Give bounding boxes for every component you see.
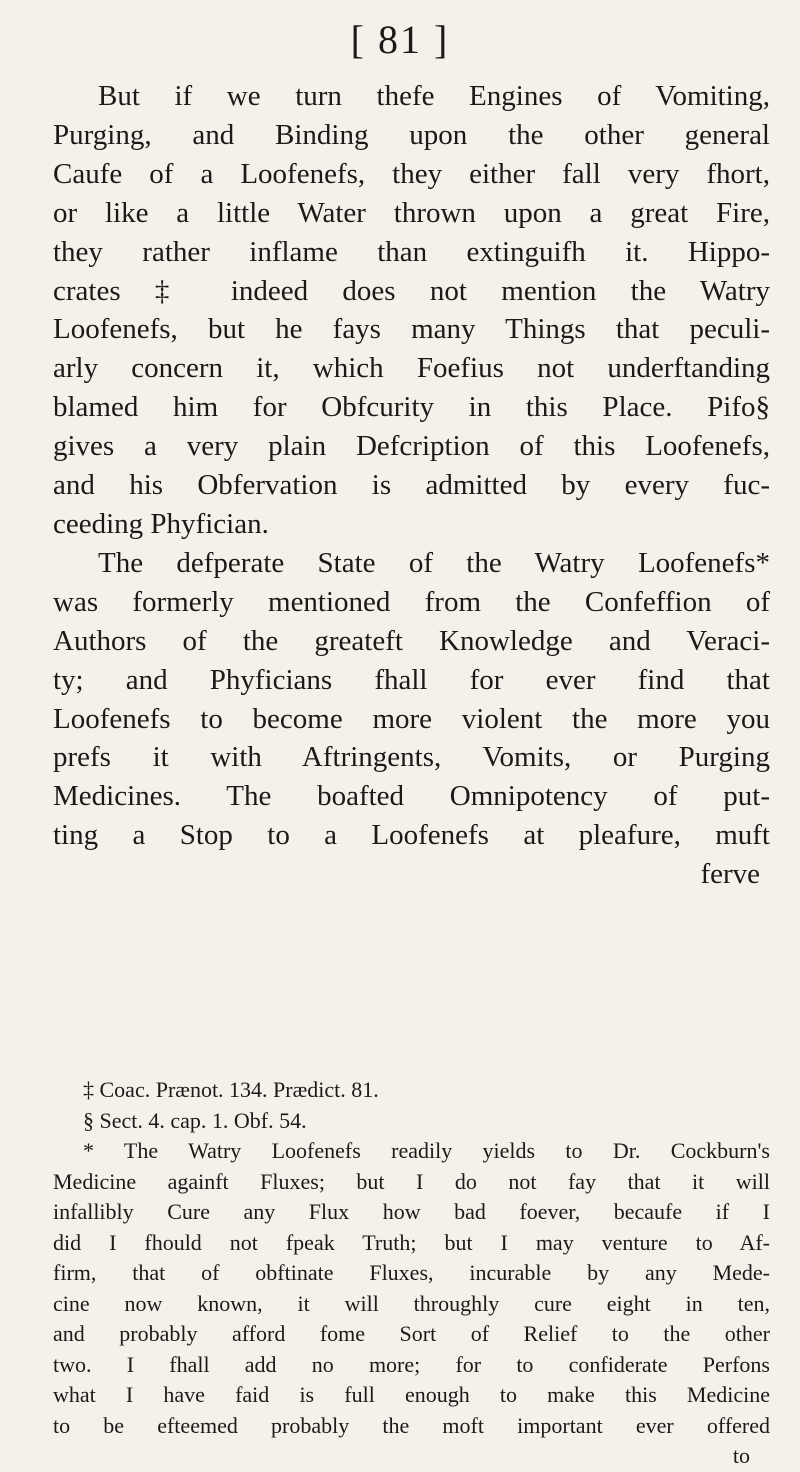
text-line: Loofenefs, but he fays many Things that peculi- — [53, 313, 770, 346]
text-line: ting a Stop to a Loofenefs at pleafure, muft — [53, 819, 770, 852]
text-line: gives a very plain Defcription of this Loofenefs, — [53, 430, 770, 463]
text-line: blamed him for Obfcurity in this Place. Pifo§ — [53, 391, 770, 424]
footnote-line: Medicine againft Fluxes; but I do not fay that it will — [53, 1168, 770, 1194]
footnote-line: what I have faid is full enough to make this Medicine — [53, 1382, 770, 1407]
text-line: prefs it with Aftringents, Vomits, or Purging — [53, 741, 770, 774]
text-line: Loofenefs to become more violent the more you — [53, 702, 770, 735]
footnotes — [53, 1075, 770, 1472]
text-line: The defperate State of the Watry Loofenefs* — [98, 546, 770, 579]
footnote-line: § Sect. 4. cap. 1. Obf. 54. — [83, 1107, 307, 1133]
text-line: arly concern it, which Foefius not underftanding — [53, 352, 770, 385]
text-line: But if we turn thefe Engines of Vomiting, — [98, 80, 770, 112]
footnote-line: cine now known, it will throughly cure eight in ten, — [53, 1290, 770, 1316]
text-line: Purging, and Binding upon the other general — [53, 118, 770, 151]
text-line: Authors of the greateft Knowledge and Veraci- — [53, 624, 770, 657]
text-line: or like a little Water thrown upon a great Fire, — [53, 196, 770, 229]
main-text — [53, 77, 770, 894]
footnote-line: did I fhould not fpeak Truth; but I may venture to Af- — [53, 1229, 770, 1255]
text-line: was formerly mentioned from the Confeffion of — [53, 585, 770, 618]
text-line: they rather inflame than extinguifh it. Hippo- — [53, 235, 770, 268]
text-line: Caufe of a Loofenefs, they either fall very fhort, — [53, 157, 770, 190]
footnote-line: infallibly Cure any Flux how bad foever, becaufe if I — [53, 1199, 770, 1224]
footnote-line: * The Watry Loofenefs readily yields to Dr. Cockburn's — [83, 1138, 770, 1163]
footnote-line: firm, that of obftinate Fluxes, incurable by any Mede- — [53, 1260, 770, 1285]
footnote-line: to be efteemed probably the moft important ever offered — [53, 1412, 770, 1438]
text-line: ceeding Phyfician. — [53, 507, 269, 540]
text-line: crates ‡ indeed does not mention the Watry — [53, 274, 770, 307]
page-number: [ 81 ] — [350, 17, 450, 62]
catchword: ferve — [700, 858, 760, 891]
catchword: to — [732, 1443, 750, 1468]
text-line: and his Obfervation is admitted by every fuc- — [53, 469, 770, 502]
text-line: ty; and Phyficians fhall for ever find that — [53, 663, 770, 696]
footnote-line: and probably afford fome Sort of Relief to the other — [53, 1321, 770, 1346]
footnote-line: ‡ Coac. Prænot. 134. Prædict. 81. — [83, 1077, 379, 1102]
text-line: Medicines. The boafted Omnipotency of put- — [53, 780, 770, 813]
footnote-line: two. I fhall add no more; for to confiderate Perfons — [53, 1351, 770, 1377]
